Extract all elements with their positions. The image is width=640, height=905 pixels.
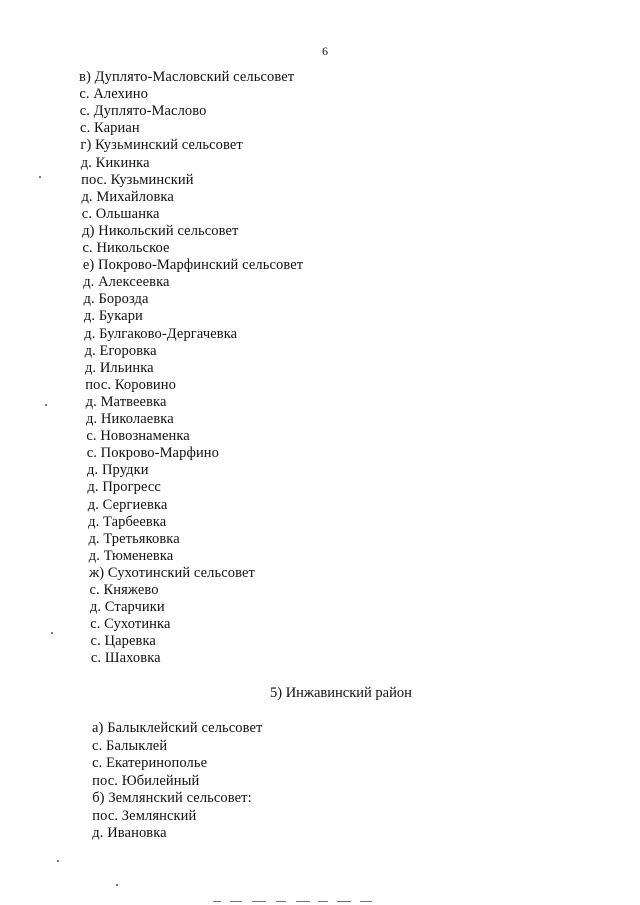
list-line: д. Сергиевка (87, 496, 168, 513)
list-line: с. Княжево (89, 582, 159, 598)
scan-dash (360, 901, 372, 902)
list-line: д. Николаевка (86, 411, 174, 427)
list-line: с. Сухотинка (90, 616, 171, 633)
list-line: д. Булгаково-Дергачевка (84, 325, 238, 342)
list-line: с. Балыклей (92, 737, 168, 754)
scan-dash (252, 901, 266, 902)
list-line: а) Балыклейский сельсовет (92, 720, 263, 736)
list-line: д. Ильинка (84, 359, 154, 376)
list-line: с. Алехино (79, 86, 149, 103)
list-line: д. Михайловка (81, 188, 174, 205)
scan-dash (213, 901, 221, 902)
list-line: д. Ивановка (92, 825, 167, 841)
scan-speck (51, 632, 53, 634)
scan-dash (276, 901, 286, 902)
list-line: е) Покрово-Марфинский сельсовет (82, 257, 304, 274)
list-line: в) Дуплято-Масловский сельсовет (79, 69, 295, 85)
list-line: с. Екатеринополье (92, 755, 208, 771)
list-line: д. Третьяковка (88, 530, 180, 547)
scan-dash (230, 901, 242, 902)
list-line: с. Никольское (82, 240, 170, 256)
list-line: д. Кикинка (80, 154, 150, 171)
scan-speck (57, 860, 59, 862)
section-heading: 5) Инжавинский район (270, 685, 412, 701)
list-line: д. Алексеевка (83, 274, 170, 291)
list-line: д. Тарбеевка (88, 513, 167, 530)
page-number: 6 (322, 44, 328, 58)
list-line: д. Букари (83, 308, 143, 325)
list-line: с. Дуплято-Маслово (79, 103, 207, 120)
scan-speck (45, 404, 47, 406)
list-line: с. Ольшанка (81, 205, 160, 222)
list-line: с. Кариан (80, 120, 140, 137)
list-line: пос. Юбилейный (92, 772, 200, 789)
list-line: пос. Землянский (92, 807, 197, 824)
list-line: пос. Кузьминский (81, 171, 194, 188)
scan-speck (116, 884, 118, 886)
list-line: б) Землянский сельсовет: (92, 790, 252, 806)
list-line: ж) Сухотинский сельсовет (89, 564, 255, 581)
list-line: с. Царевка (90, 633, 156, 650)
scan-dash (318, 901, 328, 902)
list-line: пос. Коровино (85, 376, 176, 393)
scan-speck (39, 176, 41, 178)
scan-dash (337, 901, 351, 902)
list-line: с. Шаховка (90, 650, 161, 667)
list-line: г) Кузьминский сельсовет (80, 137, 243, 154)
list-line: с. Покрово-Марфино (86, 445, 220, 462)
list-line: д. Борозда (83, 291, 149, 308)
list-line: д) Никольский сельсовет (82, 222, 239, 239)
scan-dash (296, 901, 310, 902)
list-line: д. Прудки (87, 462, 149, 479)
list-line: д. Тюменевка (88, 547, 174, 564)
list-line: д. Егоровка (84, 342, 157, 359)
list-line: д. Матвеевка (85, 393, 167, 410)
list-line: с. Новознаменка (86, 428, 190, 445)
list-line: д. Старчики (89, 599, 165, 616)
list-line: д. Прогресс (87, 479, 161, 496)
